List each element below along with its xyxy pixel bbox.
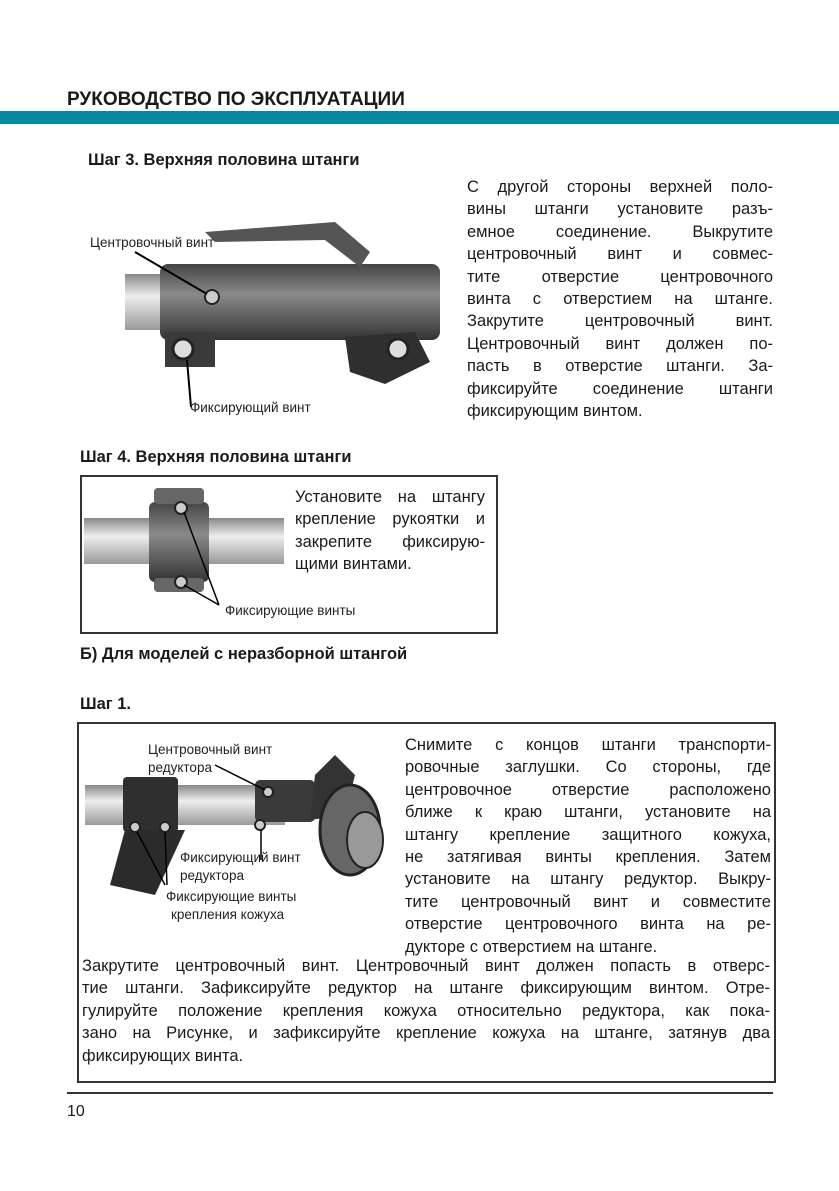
text-line: дукторе с отверстием на штанге. [405,937,658,956]
text-line: фиксирующих винта. [82,1046,244,1065]
step1-text-full [82,955,770,1067]
text-line: центровочный винт и совмес- [467,245,773,264]
text-line: установите на штангу редуктор. Выкру- [405,870,771,889]
text-line: Центровочный винт должен по- [467,334,773,353]
step4-photo [84,480,284,610]
text-line: штангу крепление защитного кожуха, [405,825,771,844]
step3-title: Шаг 3. Верхняя половина штанги [88,151,360,169]
label-guard-fixing-screws-2: крепления кожуха [171,907,285,922]
step1-text [405,734,771,958]
label-fixing-screw: Фиксирующий винт [190,400,311,415]
text-line: гулируйте положение крепления кожуха относительно редуктора, как пока- [82,1001,770,1020]
step1-title: Шаг 1. [80,695,131,713]
text-line: центровочное отверстие расположено [405,780,771,799]
text-line: емное соединение. Выкрутите [467,222,773,241]
text-line: ровочные заглушки. Со стороны, где [405,758,771,777]
label-guard-fixing-screws: Фиксирующие винты [166,889,297,904]
step3-text [467,176,773,422]
label-gear-centering-screw: Центровочный винт [148,742,273,757]
step4-title: Шаг 4. Верхняя половина штанги [80,448,352,466]
text-line: тите отверстие центровочного [467,267,773,286]
text-line: Установите на штангу [295,488,485,506]
text-line: тите центровочный винт и совместите [405,892,771,911]
label-gear-fixing-screw-2: редуктора [180,868,244,883]
text-line: тие штанги. Зафиксируйте редуктор на штанге фиксирующим винтом. Отре- [82,979,770,998]
footer-rule [67,1092,773,1094]
text-line: Закрутите центровочный винт. Центровочный винт должен попасть в отверс- [82,957,770,975]
text-line: фиксирующим винтом. [467,401,643,420]
label-centering-screw: Центровочный винт [90,235,215,250]
text-line: фиксируйте соединение штанги [467,379,773,398]
header-accent-band [0,111,839,124]
text-line: не затягивая винты крепления. Затем [405,847,771,866]
text-line: С другой стороны верхней поло- [467,178,773,196]
text-line: крепление рукоятки и [295,510,485,529]
text-line: винта с отверстием на штанге. [467,289,773,308]
label-gear-fixing-screw: Фиксирующий винт [180,850,301,865]
text-line: закрепите фиксирую- [295,532,485,551]
page-number: 10 [67,1103,85,1120]
text-line: вины штанги установите разъ- [467,200,773,219]
text-line: Закрутите центровочный винт. [467,312,773,331]
text-line: зано на Рисунке, и зафиксируйте крепление кожуха на штанге, затянув два [82,1024,770,1043]
label-gear-centering-screw-2: редуктора [148,760,212,775]
step4-text [295,486,485,576]
text-line: щими винтами. [295,555,412,574]
label-fixing-screws: Фиксирующие винты [225,603,356,618]
header-title: РУКОВОДСТВО ПО ЭКСПЛУАТАЦИИ [67,89,405,110]
text-line: отверстие центровочного винта на ре- [405,915,771,934]
text-line: ближе к краю штанги, установите на [405,803,771,822]
text-line: пасть в отверстие штанги. За- [467,357,773,376]
text-line: Снимите с концов штанги транспорти- [405,736,771,754]
section-b-title: Б) Для моделей с неразборной штангой [80,645,408,663]
